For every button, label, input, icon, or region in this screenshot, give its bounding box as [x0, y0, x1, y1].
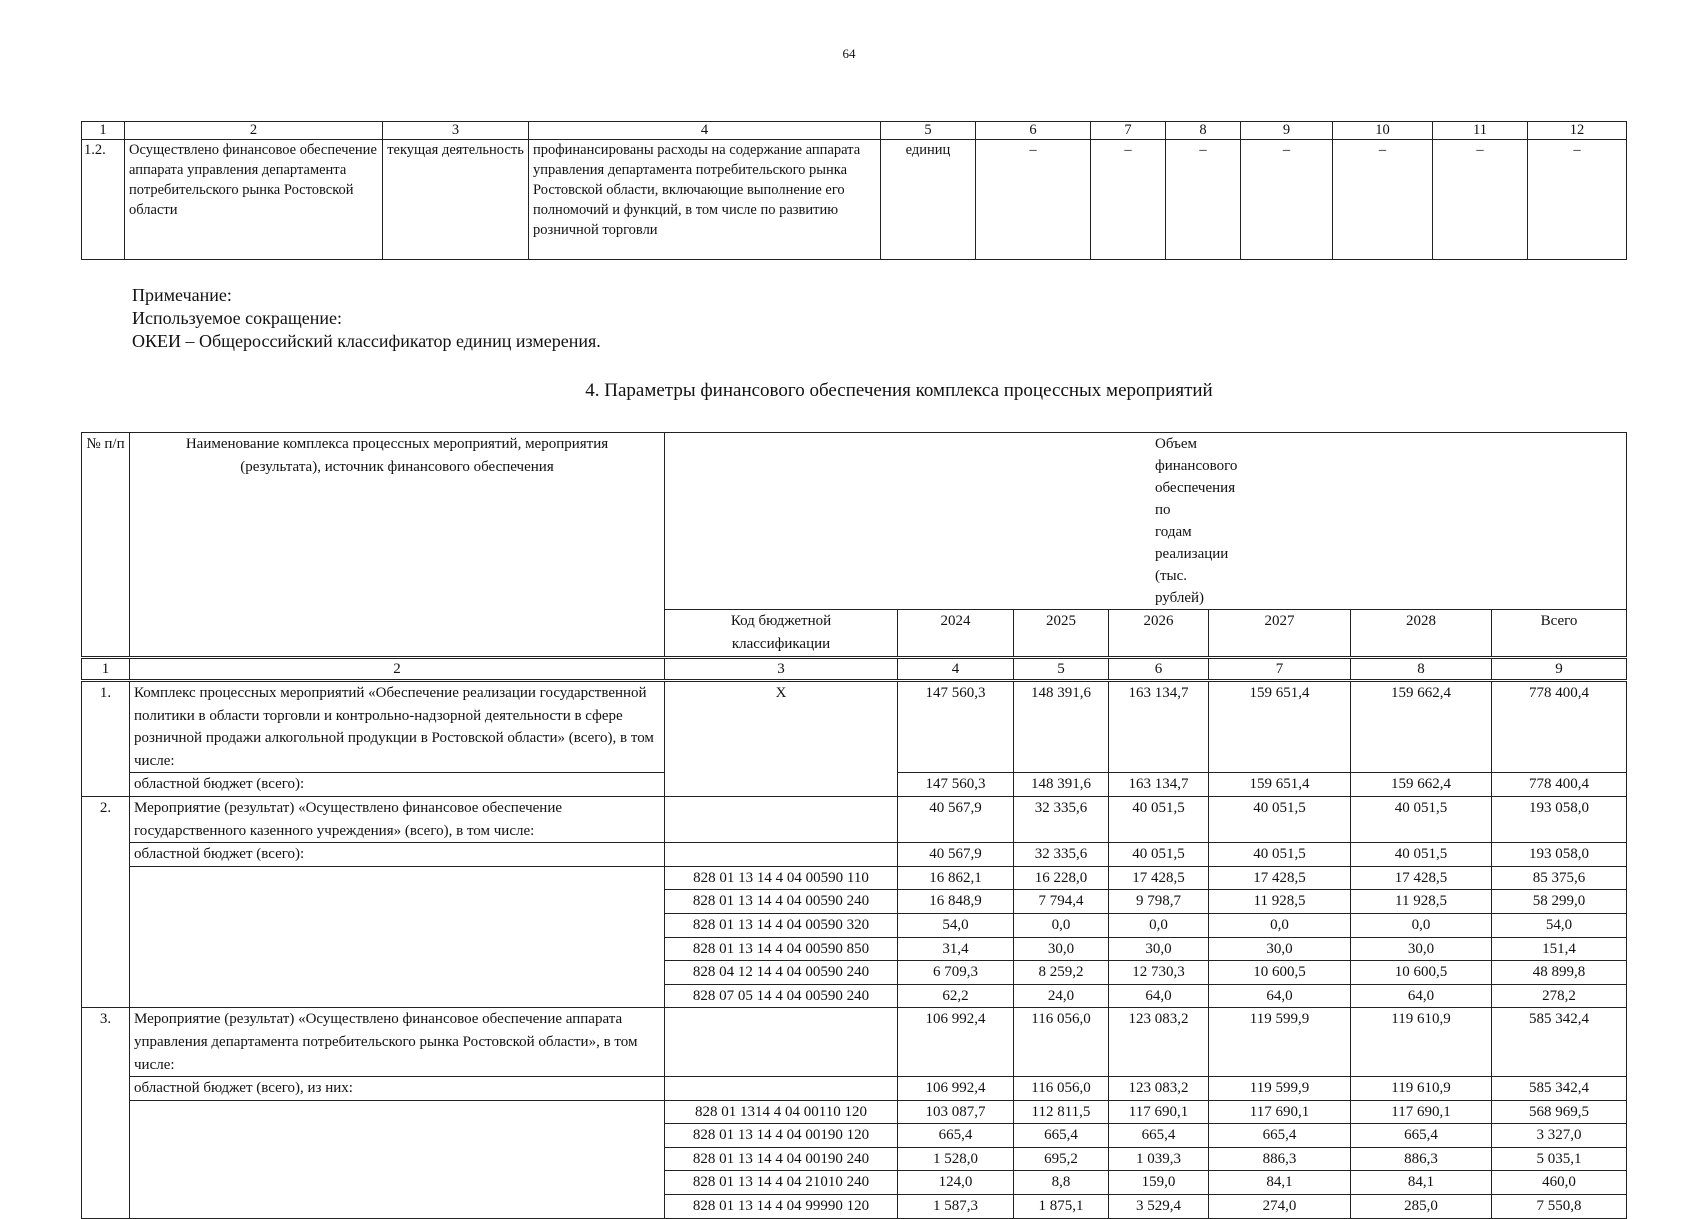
row-value: 278,2 — [1492, 984, 1627, 1008]
row-value: 148 391,6 — [1014, 773, 1109, 797]
note-block — [132, 284, 601, 353]
row-value: 3 327,0 — [1492, 1124, 1627, 1148]
row-value: 16 228,0 — [1014, 866, 1109, 890]
header-code: Код бюджетной классификации — [665, 610, 898, 658]
row-value: – — [1166, 140, 1241, 260]
table1-col-number: 8 — [1166, 122, 1241, 140]
row-value: 54,0 — [1492, 913, 1627, 937]
financing-table — [81, 432, 1627, 1219]
row-value: 40 051,5 — [1109, 796, 1209, 842]
row-value: 40 567,9 — [898, 843, 1014, 867]
header-year: 2024 — [898, 610, 1014, 658]
row-value: 48 899,8 — [1492, 961, 1627, 985]
table1-col-number: 7 — [1091, 122, 1166, 140]
col-number: 6 — [1109, 658, 1209, 681]
row-value: 9 798,7 — [1109, 890, 1209, 914]
row-value: 0,0 — [1014, 913, 1109, 937]
row-code: 828 07 05 14 4 04 00590 240 — [665, 984, 898, 1008]
row-value: 886,3 — [1209, 1147, 1351, 1171]
table-row — [82, 681, 1627, 773]
row-value: 32 335,6 — [1014, 843, 1109, 867]
row-number: 1. — [82, 681, 130, 797]
col-number: 2 — [130, 658, 665, 681]
row-value: 117 690,1 — [1109, 1100, 1209, 1124]
row-code: 828 01 13 14 4 04 00590 320 — [665, 913, 898, 937]
note-abbreviation: ОКЕИ – Общероссийский классификатор единиц измерения. — [132, 331, 601, 351]
table-row — [82, 866, 1627, 890]
row-value: 11 928,5 — [1351, 890, 1492, 914]
row-value: 117 690,1 — [1351, 1100, 1492, 1124]
row-value: 147 560,3 — [898, 773, 1014, 797]
row-value: 85 375,6 — [1492, 866, 1627, 890]
row-name-empty — [130, 866, 665, 1008]
col-number: 7 — [1209, 658, 1351, 681]
row-value: 8,8 — [1014, 1171, 1109, 1195]
row-value: 124,0 — [898, 1171, 1014, 1195]
table2-col-number-row — [82, 658, 1627, 681]
table-row — [82, 1008, 1627, 1077]
row-value: 117 690,1 — [1209, 1100, 1351, 1124]
row-value: 116 056,0 — [1014, 1008, 1109, 1077]
row-value: 1 587,3 — [898, 1195, 1014, 1219]
table1-col-number: 5 — [881, 122, 976, 140]
row-value: 148 391,6 — [1014, 681, 1109, 773]
col-number: 8 — [1351, 658, 1492, 681]
row-code — [665, 796, 898, 842]
col-number: 5 — [1014, 658, 1109, 681]
row-value: 58 299,0 — [1492, 890, 1627, 914]
row-value: 10 600,5 — [1209, 961, 1351, 985]
header-volume: Объем финансового обеспечения по годам реализации (тыс. рублей) — [665, 433, 1627, 610]
row-code — [665, 1077, 898, 1101]
table1-row — [82, 140, 1627, 260]
col-number: 1 — [82, 658, 130, 681]
row-value: 84,1 — [1351, 1171, 1492, 1195]
row-value: 886,3 — [1351, 1147, 1492, 1171]
row-value: 3 529,4 — [1109, 1195, 1209, 1219]
row-value: – — [1333, 140, 1433, 260]
row-value: 665,4 — [1109, 1124, 1209, 1148]
row-name: областной бюджет (всего): — [130, 773, 665, 797]
table-row — [82, 843, 1627, 867]
row-value: 11 928,5 — [1209, 890, 1351, 914]
row-value: 193 058,0 — [1492, 843, 1627, 867]
row-number: 2. — [82, 796, 130, 1007]
header-year: 2028 — [1351, 610, 1492, 658]
row-value: 84,1 — [1209, 1171, 1351, 1195]
row-code: 828 01 13 14 4 04 00590 110 — [665, 866, 898, 890]
row-code: 828 04 12 14 4 04 00590 240 — [665, 961, 898, 985]
row-description: профинансированы расходы на содержание аппарата управления департамента потребительского рынка Ростовской области, включающие выполнение его полномочий и функций, в том числе по развитию розничной торговли — [529, 140, 881, 260]
row-name: областной бюджет (всего): — [130, 843, 665, 867]
row-code: 828 01 13 14 4 04 00190 240 — [665, 1147, 898, 1171]
row-value: 123 083,2 — [1109, 1077, 1209, 1101]
row-code — [665, 1008, 898, 1077]
row-value: 585 342,4 — [1492, 1008, 1627, 1077]
header-total: Всего — [1492, 610, 1627, 658]
row-name: Осуществлено финансовое обеспечение аппарата управления департамента потребительского рынка Ростовской области — [125, 140, 383, 260]
row-value: 106 992,4 — [898, 1077, 1014, 1101]
row-value: 17 428,5 — [1209, 866, 1351, 890]
note-abbreviation-heading: Используемое сокращение: — [132, 308, 342, 328]
row-value: 163 134,7 — [1109, 681, 1209, 773]
row-value: 568 969,5 — [1492, 1100, 1627, 1124]
row-value: – — [1528, 140, 1627, 260]
row-value: 159 651,4 — [1209, 773, 1351, 797]
row-value: 12 730,3 — [1109, 961, 1209, 985]
note-heading: Примечание: — [132, 285, 232, 305]
row-value: 64,0 — [1109, 984, 1209, 1008]
row-value: 32 335,6 — [1014, 796, 1109, 842]
table1-header-row — [82, 122, 1627, 140]
table1-col-number: 11 — [1433, 122, 1528, 140]
row-value: 585 342,4 — [1492, 1077, 1627, 1101]
row-name: Мероприятие (результат) «Осуществлено финансовое обеспечение аппарата управления департамента потребительского рынка Ростовской области», в том числе: — [130, 1008, 665, 1077]
row-value: 40 051,5 — [1109, 843, 1209, 867]
row-value: 40 051,5 — [1209, 843, 1351, 867]
row-value: 40 051,5 — [1351, 843, 1492, 867]
row-value: 1 528,0 — [898, 1147, 1014, 1171]
row-value: 24,0 — [1014, 984, 1109, 1008]
row-value: 0,0 — [1109, 913, 1209, 937]
table1-col-number: 12 — [1528, 122, 1627, 140]
row-value: 119 610,9 — [1351, 1008, 1492, 1077]
row-value: 17 428,5 — [1109, 866, 1209, 890]
row-value: 119 610,9 — [1351, 1077, 1492, 1101]
row-value: 163 134,7 — [1109, 773, 1209, 797]
row-type: текущая деятельность — [383, 140, 529, 260]
row-value: 695,2 — [1014, 1147, 1109, 1171]
row-value: 0,0 — [1209, 913, 1351, 937]
row-value: 62,2 — [898, 984, 1014, 1008]
table1-col-number: 2 — [125, 122, 383, 140]
table1-col-number: 6 — [976, 122, 1091, 140]
row-value: 147 560,3 — [898, 681, 1014, 773]
row-value: 665,4 — [1351, 1124, 1492, 1148]
row-value: 274,0 — [1209, 1195, 1351, 1219]
row-value: 8 259,2 — [1014, 961, 1109, 985]
table1-col-number: 3 — [383, 122, 529, 140]
row-value: 40 051,5 — [1351, 796, 1492, 842]
row-value: – — [1433, 140, 1528, 260]
header-year: 2025 — [1014, 610, 1109, 658]
row-value: 151,4 — [1492, 937, 1627, 961]
row-name-empty — [130, 1100, 665, 1218]
row-code: 828 01 13 14 4 04 00190 120 — [665, 1124, 898, 1148]
page-number: 64 — [842, 46, 856, 61]
row-value: 665,4 — [1014, 1124, 1109, 1148]
row-name: областной бюджет (всего), из них: — [130, 1077, 665, 1101]
header-num: № п/п — [82, 433, 130, 658]
row-value: 159 662,4 — [1351, 773, 1492, 797]
header-name: Наименование комплекса процессных мероприятий, мероприятия (результата), источник финансового обеспечения — [130, 433, 665, 658]
row-value: 5 035,1 — [1492, 1147, 1627, 1171]
row-number: 3. — [82, 1008, 130, 1218]
row-value: 7 550,8 — [1492, 1195, 1627, 1219]
row-value: 285,0 — [1351, 1195, 1492, 1219]
table1-col-number: 9 — [1241, 122, 1333, 140]
row-value: 1 039,3 — [1109, 1147, 1209, 1171]
row-code: Х — [665, 681, 898, 797]
row-value: 159 662,4 — [1351, 681, 1492, 773]
col-number: 4 — [898, 658, 1014, 681]
row-value: 778 400,4 — [1492, 773, 1627, 797]
table-row — [82, 1077, 1627, 1101]
row-value: 30,0 — [1014, 937, 1109, 961]
table1-col-number: 1 — [82, 122, 125, 140]
row-code — [665, 843, 898, 867]
row-value: 193 058,0 — [1492, 796, 1627, 842]
table-row — [82, 796, 1627, 842]
row-value: 17 428,5 — [1351, 866, 1492, 890]
row-value: 30,0 — [1109, 937, 1209, 961]
row-value: 40 051,5 — [1209, 796, 1351, 842]
row-value: 106 992,4 — [898, 1008, 1014, 1077]
row-value: 665,4 — [1209, 1124, 1351, 1148]
row-value: – — [1241, 140, 1333, 260]
row-code: 828 01 13 14 4 04 99990 120 — [665, 1195, 898, 1219]
row-value: – — [976, 140, 1091, 260]
table2-header-row — [82, 433, 1627, 610]
row-value: 112 811,5 — [1014, 1100, 1109, 1124]
row-value: 40 567,9 — [898, 796, 1014, 842]
indicators-table — [81, 121, 1627, 260]
row-value: 16 848,9 — [898, 890, 1014, 914]
row-value: 116 056,0 — [1014, 1077, 1109, 1101]
row-number: 1.2. — [82, 140, 125, 260]
header-year: 2026 — [1109, 610, 1209, 658]
col-number: 3 — [665, 658, 898, 681]
row-value: 159,0 — [1109, 1171, 1209, 1195]
row-value: 30,0 — [1209, 937, 1351, 961]
row-value: 665,4 — [898, 1124, 1014, 1148]
row-value: 6 709,3 — [898, 961, 1014, 985]
table1-col-number: 10 — [1333, 122, 1433, 140]
row-value: 1 875,1 — [1014, 1195, 1109, 1219]
row-value: 10 600,5 — [1351, 961, 1492, 985]
row-code: 828 01 1314 4 04 00110 120 — [665, 1100, 898, 1124]
row-unit: единиц — [881, 140, 976, 260]
row-name: Комплекс процессных мероприятий «Обеспечение реализации государственной политики в области торговли и контрольно-надзорной деятельности в сфере розничной продажи алкогольной продукции в Ростовской области» (всего), в том числе: — [130, 681, 665, 773]
row-value: 103 087,7 — [898, 1100, 1014, 1124]
row-value: 64,0 — [1209, 984, 1351, 1008]
row-code: 828 01 13 14 4 04 21010 240 — [665, 1171, 898, 1195]
row-value: 119 599,9 — [1209, 1077, 1351, 1101]
row-value: 64,0 — [1351, 984, 1492, 1008]
col-number: 9 — [1492, 658, 1627, 681]
row-name: Мероприятие (результат) «Осуществлено финансовое обеспечение государственного казенного учреждения» (всего), в том числе: — [130, 796, 665, 842]
row-code: 828 01 13 14 4 04 00590 850 — [665, 937, 898, 961]
row-value: 460,0 — [1492, 1171, 1627, 1195]
row-value: 123 083,2 — [1109, 1008, 1209, 1077]
row-value: 7 794,4 — [1014, 890, 1109, 914]
row-code: 828 01 13 14 4 04 00590 240 — [665, 890, 898, 914]
row-value: 119 599,9 — [1209, 1008, 1351, 1077]
row-value: 30,0 — [1351, 937, 1492, 961]
row-value: – — [1091, 140, 1166, 260]
row-value: 0,0 — [1351, 913, 1492, 937]
header-year: 2027 — [1209, 610, 1351, 658]
section-title: 4. Параметры финансового обеспечения комплекса процессных мероприятий — [585, 380, 1213, 401]
table-row — [82, 1100, 1627, 1124]
row-value: 31,4 — [898, 937, 1014, 961]
row-value: 16 862,1 — [898, 866, 1014, 890]
row-value: 778 400,4 — [1492, 681, 1627, 773]
row-value: 159 651,4 — [1209, 681, 1351, 773]
row-value: 54,0 — [898, 913, 1014, 937]
table1-col-number: 4 — [529, 122, 881, 140]
